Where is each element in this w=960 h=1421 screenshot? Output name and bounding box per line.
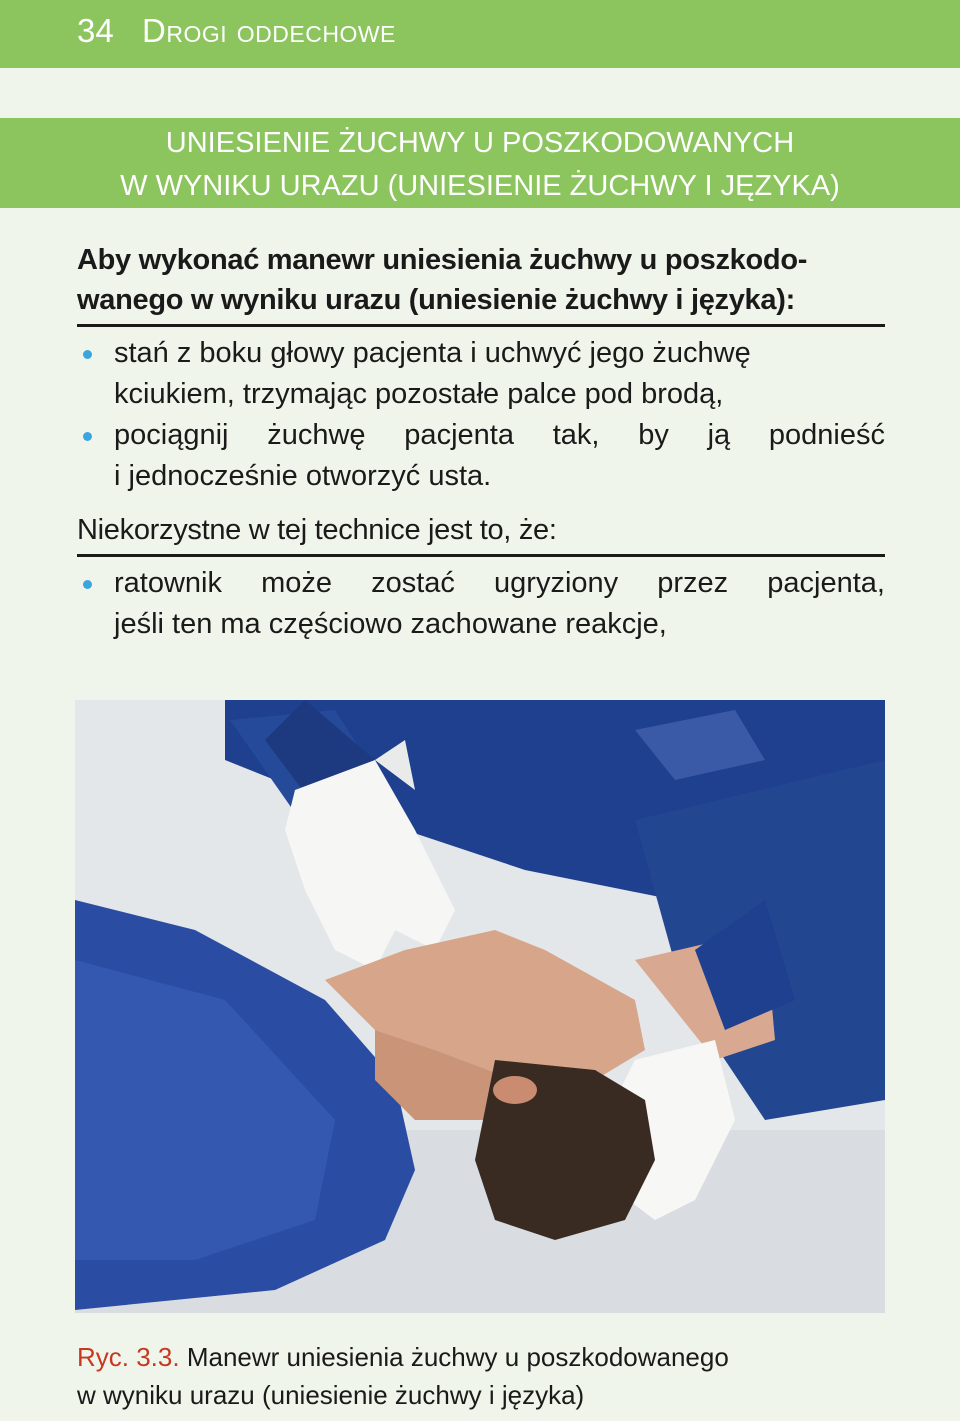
bullet-icon bbox=[83, 580, 92, 589]
steps-list bbox=[77, 333, 885, 497]
page-header bbox=[0, 0, 960, 68]
list-item bbox=[77, 563, 885, 645]
section-title-line-1: UNIESIENIE ŻUCHWY U POSZKODOWANYCH bbox=[165, 127, 795, 159]
list-item bbox=[77, 333, 885, 415]
chapter-title: Drogi oddechowe bbox=[142, 12, 396, 49]
bullet-icon bbox=[83, 350, 92, 359]
intro-text bbox=[77, 240, 885, 327]
step-2-line-2: i jednocześnie otworzyć usta. bbox=[114, 460, 492, 492]
page-number: 34 bbox=[77, 12, 114, 49]
rescuer-patient-illustration bbox=[75, 700, 885, 1313]
section-title-line-2: W WYNIKU URAZU (UNIESIENIE ŻUCHWY I JĘZYKA) bbox=[120, 170, 840, 202]
step-1-line-2: kciukiem, trzymając pozostałe palce pod brodą, bbox=[114, 378, 724, 410]
bullet-icon bbox=[83, 432, 92, 441]
caption-line-2: w wyniku urazu (uniesienie żuchwy i języka) bbox=[77, 1380, 585, 1410]
list-item bbox=[77, 415, 885, 497]
section-title bbox=[0, 118, 960, 208]
figure-caption bbox=[77, 1338, 885, 1414]
intro-line-2: wanego w wyniku urazu (uniesienie żuchwy i języka): bbox=[77, 284, 795, 316]
disadvantage-1-line-2: jeśli ten ma częściowo zachowane reakcje, bbox=[114, 608, 667, 640]
figure-label: Ryc. 3.3. bbox=[77, 1342, 180, 1372]
caption-line-1: Manewr uniesienia żuchwy u poszkodowanego bbox=[186, 1342, 729, 1372]
disadvantage-heading: Niekorzystne w tej technice jest to, że: bbox=[77, 510, 885, 557]
step-1-line-1: stań z boku głowy pacjenta i uchwyć jego żuchwę bbox=[114, 337, 751, 369]
disadvantages-list bbox=[77, 563, 885, 645]
disadvantage-1-line-1: ratownik może zostać ugryziony przez pacjenta, bbox=[114, 567, 885, 599]
figure-photo bbox=[75, 700, 885, 1313]
step-2-line-1: pociągnij żuchwę pacjenta tak, by ją podnieść bbox=[114, 419, 885, 451]
intro-line-1: Aby wykonać manewr uniesienia żuchwy u poszkodo- bbox=[77, 244, 808, 276]
